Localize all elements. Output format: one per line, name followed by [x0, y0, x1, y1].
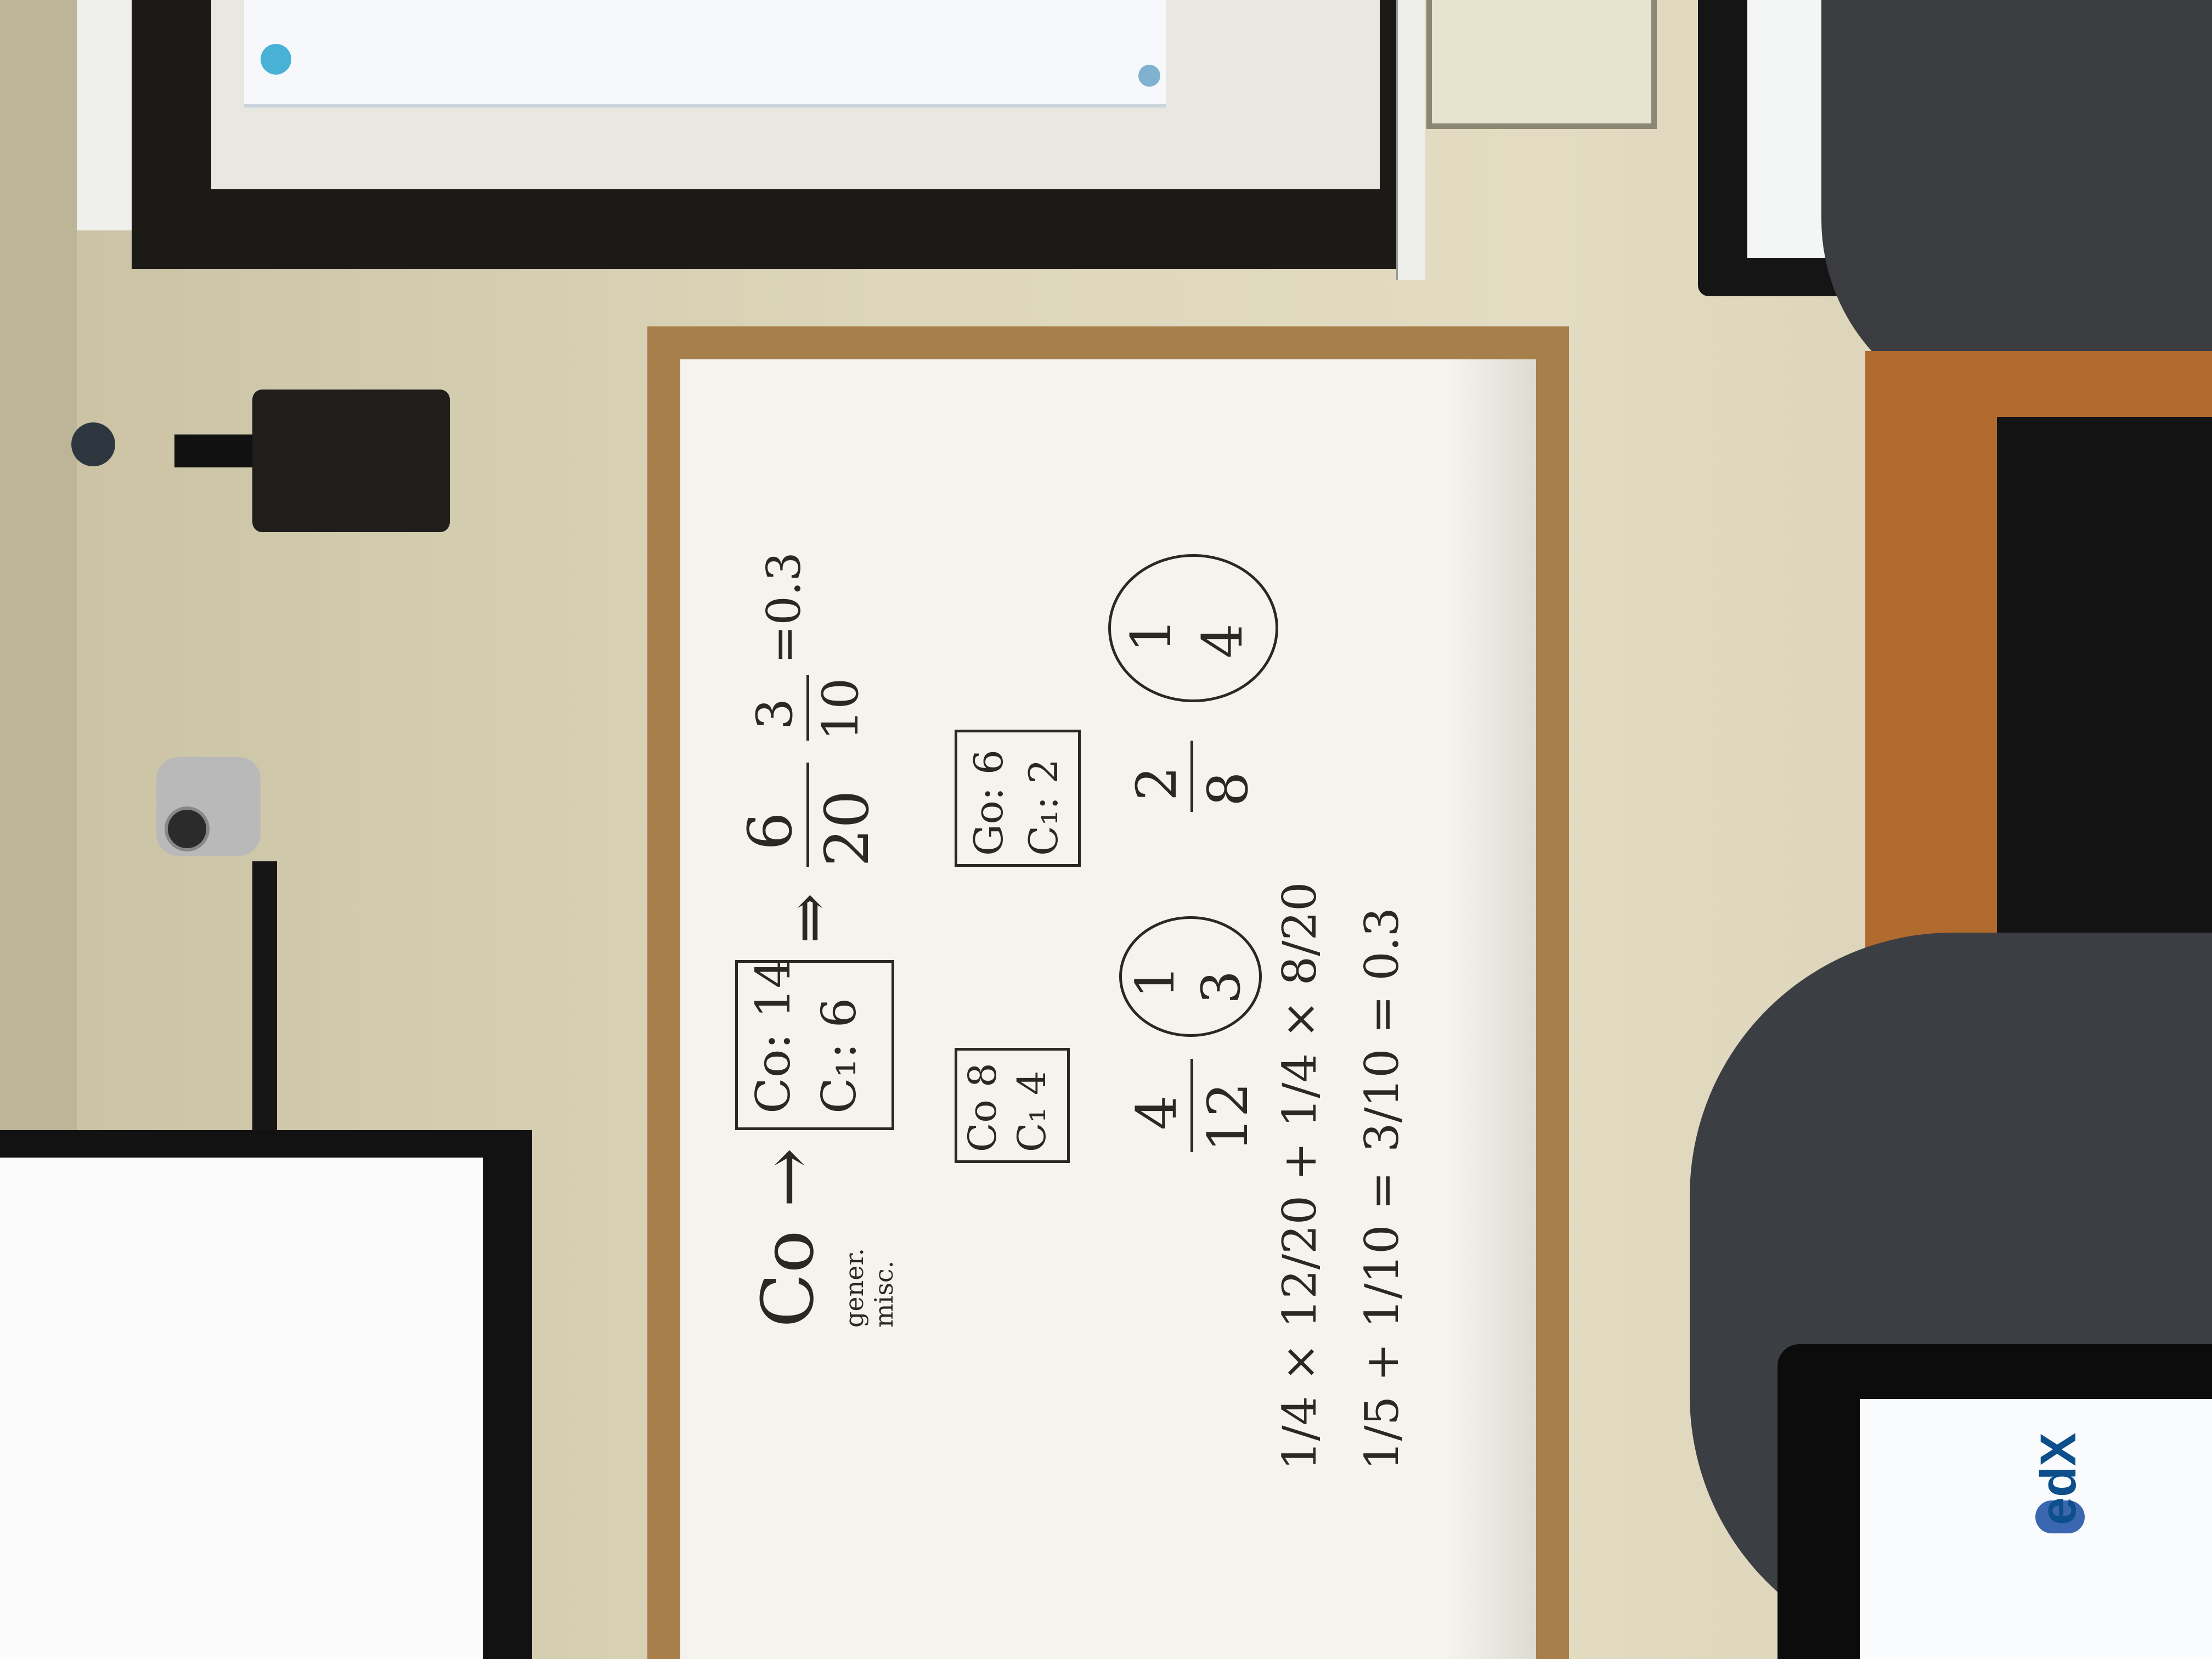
whiteboard-shadow — [1448, 359, 1536, 1659]
box3-line1: Go: 6 — [966, 749, 1012, 856]
projected-window — [244, 0, 1166, 108]
box1-line1: Co: 14 — [746, 958, 801, 1114]
box2-line2: C₁ 4 — [1009, 1070, 1054, 1152]
calc-result: 3/10 = 0.3 — [1355, 907, 1409, 1152]
frac3-bar — [1190, 741, 1193, 812]
result-top: 3 — [746, 698, 804, 730]
start-node: Co → — [746, 1148, 830, 1328]
speaker — [252, 390, 450, 532]
result-bar — [806, 675, 809, 741]
screen-roller — [1396, 0, 1425, 280]
speaker-mount — [174, 435, 257, 467]
box1-line2: C₁: 6 — [812, 997, 867, 1114]
circ2-bottom: 3 — [1190, 970, 1252, 1004]
download-icon — [261, 44, 291, 75]
whiteboard-writing — [724, 373, 1437, 1470]
box3-line2: C₁: 2 — [1020, 759, 1066, 856]
frac2-bar — [1190, 1059, 1193, 1152]
camera-pole — [252, 861, 277, 1136]
result-bottom: 10 — [812, 678, 870, 741]
circ3-bottom: 4 — [1190, 623, 1255, 658]
frac3-bottom: 8 — [1196, 771, 1260, 806]
wall-pipe — [77, 0, 133, 230]
frac2-bottom: 12 — [1196, 1082, 1260, 1152]
note-text: gener. misc. — [839, 1248, 899, 1328]
wall-button — [71, 422, 115, 466]
implies-arrow: ⇒ — [774, 893, 844, 944]
frac2-top: 4 — [1125, 1095, 1189, 1130]
monitor-bottom-left-screen — [0, 1158, 483, 1659]
frac-top: 6 — [735, 812, 805, 850]
result-decimal: =0.3 — [757, 552, 811, 664]
status-icon — [1138, 65, 1160, 87]
edx-logo[interactable]: edX — [2030, 1432, 2086, 1525]
dark-panel — [1997, 417, 2212, 993]
calc-line-1: 1/4 × 12/20 + 1/4 × 8/20 — [1273, 882, 1327, 1470]
frac-bottom: 20 — [812, 790, 882, 867]
circ3-top: 1 — [1119, 618, 1183, 653]
frac3-top: 2 — [1125, 766, 1189, 801]
wall-frame — [1426, 0, 1657, 129]
fraction-bar — [806, 763, 809, 867]
calc-line-2: 1/5 + 1/10 = — [1355, 1171, 1409, 1470]
camera-lens — [165, 806, 210, 851]
circ2-top: 1 — [1125, 964, 1186, 998]
box2-line1: Co 8 — [960, 1063, 1005, 1152]
